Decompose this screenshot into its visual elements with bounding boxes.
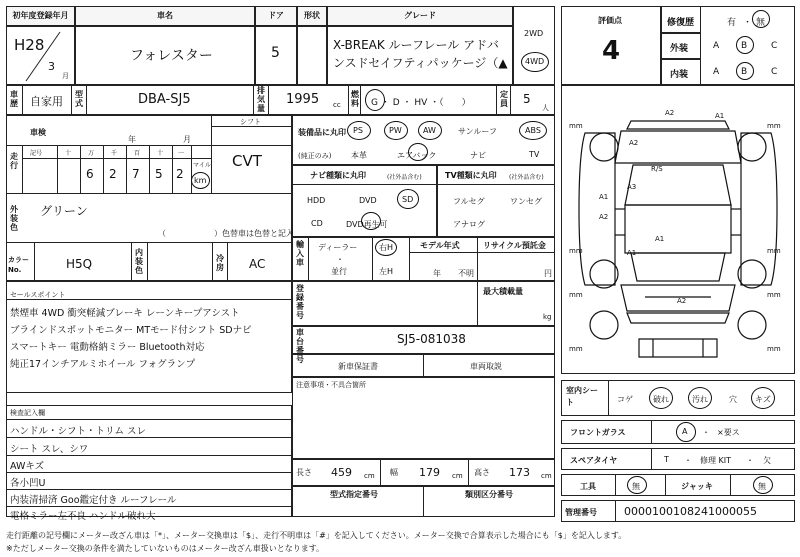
sheet-label: 室内シート: [566, 386, 598, 407]
shaken-year-unit: 年: [128, 135, 136, 144]
mileage-digit-3: 7: [132, 167, 140, 181]
disp-label: 排気量: [257, 86, 265, 113]
diagram-unit: mm: [569, 291, 583, 299]
displacement: 1995: [286, 92, 320, 107]
usage-label: 車歴: [10, 90, 18, 108]
drive-4wd: 4WD: [525, 57, 545, 66]
glass-exchange: ×要ス: [717, 428, 740, 437]
tools-value: 無: [632, 482, 640, 491]
diagram-unit: mm: [569, 345, 583, 353]
color-no-label: カラーNo.: [8, 256, 29, 274]
nav-dvd: DVD: [359, 196, 377, 205]
diagram-mark: A3: [627, 183, 637, 191]
mileage-place-10: 十: [157, 150, 164, 157]
car-body-diagram: [561, 85, 795, 374]
door-count: 5: [271, 45, 280, 61]
interior-a: A: [713, 67, 720, 77]
repair-yes: 有: [727, 18, 737, 28]
exterior-a: A: [713, 41, 720, 51]
drive-cell: [513, 6, 555, 85]
nav-header: ナビ種類に丸印: [310, 171, 366, 180]
usage: 自家用: [30, 95, 63, 108]
tools-label: 工具: [580, 482, 596, 491]
diagram-unit: mm: [767, 247, 781, 255]
mileage-unit-km: km: [194, 176, 207, 185]
height-value: 173: [509, 466, 530, 479]
mileage-digit-1: 6: [86, 167, 94, 181]
width-label: 幅: [390, 468, 398, 477]
car-name-header: 車名: [75, 6, 255, 26]
shaken-label: 車検: [30, 128, 46, 137]
ac-label: 冷房: [216, 254, 224, 272]
diagram-center-mark: R/S: [651, 165, 663, 173]
model-year-unit: 年: [433, 269, 441, 278]
equip-tv: TV: [529, 150, 540, 159]
model: DBA-SJ5: [138, 92, 191, 107]
diagram-mark: A2: [599, 213, 609, 221]
mgmt-label: 管理番号: [565, 508, 597, 517]
diagram-mark: A1: [715, 112, 725, 120]
sheet-burn: コゲ: [617, 395, 633, 404]
mileage-digit-4: 5: [155, 167, 163, 181]
length-label: 長さ: [296, 468, 312, 477]
reg-month-unit: 月: [62, 72, 69, 80]
jack-value: 無: [758, 482, 766, 491]
registration-label: 登録番号: [296, 284, 304, 320]
shift-label: シフト: [240, 118, 261, 126]
spare-missing: 欠: [763, 456, 771, 465]
diagram-mark: A2: [677, 297, 687, 305]
sales-line-4: 純正17インチアルミホイール フォグランプ: [10, 359, 196, 370]
inspector-line-6: 電格ミラー左不良 ハンドル破れ大: [10, 511, 156, 522]
spec-row: [6, 85, 555, 115]
warranty-label: 新車保証書: [338, 362, 378, 371]
shape-header: 形状: [297, 6, 327, 26]
reg-month: 3: [48, 60, 55, 73]
length-unit: cm: [364, 472, 375, 480]
mileage-place-100: 百: [134, 150, 141, 157]
chassis-label: 車台番号: [296, 328, 304, 364]
inspector-label: 検査記入欄: [10, 409, 45, 417]
nav-cd: CD: [311, 219, 323, 228]
rating-score: 4: [602, 36, 621, 66]
mileage-unit-mile: マイル: [193, 162, 211, 169]
width-value: 179: [419, 466, 440, 479]
tv-sub: (社外品含む): [509, 174, 544, 181]
tv-oneseg: ワンセグ: [510, 197, 542, 206]
shape-cell: [297, 26, 327, 85]
glass-dot: ・: [702, 428, 710, 437]
diagram-mark: A1: [627, 249, 637, 257]
sales-line-2: ブラインドスポットモニター MTモード付シフト SDナビ: [10, 325, 252, 336]
equip-leather: 本革: [351, 151, 367, 160]
repair-none: 無: [756, 18, 766, 28]
diagram-mark: A2: [665, 109, 675, 117]
diagram-unit: mm: [767, 291, 781, 299]
sales-line-1: 禁煙車 4WD 衝突軽減ブレーキ レーンキープアシスト: [10, 308, 240, 319]
nav-hdd: HDD: [307, 196, 326, 205]
sheet-tear: 破れ: [653, 395, 669, 404]
tv-analog: アナログ: [453, 220, 485, 229]
equip-airbag: エアバック: [397, 151, 437, 160]
sheet-stain: 汚れ: [692, 395, 708, 404]
shaken-month-unit: 月: [183, 135, 191, 144]
capacity-label: 定員: [500, 90, 508, 108]
color-no: H5Q: [66, 257, 93, 271]
mileage-place-100k: 十: [65, 150, 72, 157]
glass-label: フロントガラス: [570, 428, 626, 437]
import-dot: ・: [336, 255, 344, 264]
height-unit: cm: [541, 472, 552, 480]
repair-dot: ・: [743, 18, 753, 28]
tv-fullseg: フルセグ: [453, 197, 485, 206]
color: グリーン: [40, 204, 88, 218]
equip-abs: ABS: [525, 126, 541, 135]
door-header: ドア: [255, 6, 297, 26]
height-label: 高さ: [474, 468, 490, 477]
disp-unit: cc: [333, 101, 341, 109]
exterior-c: C: [771, 41, 778, 51]
car-name: フォレスター: [130, 48, 213, 64]
exterior-b: B: [741, 41, 748, 51]
chassis-number: SJ5-081038: [397, 332, 466, 346]
diagram-mark: A1: [655, 235, 665, 243]
sales-line-3: スマートキー 電動格納ミラー Bluetooth対応: [10, 342, 205, 353]
interior-c: C: [771, 67, 778, 77]
exterior-label: 外装: [670, 44, 689, 54]
sales-label: セールスポイント: [10, 291, 66, 299]
equip-aw: AW: [423, 126, 436, 135]
width-unit: cm: [452, 472, 463, 480]
int-color-label: 内装色: [135, 248, 143, 275]
class-no-label: 類別区分番号: [465, 490, 513, 499]
color-label: 外装色: [10, 205, 18, 232]
mileage-place-code: 記号: [30, 150, 43, 157]
mileage-digit-5: 2: [176, 167, 184, 181]
inspector-line-4: 各小凹U: [10, 478, 46, 489]
model-label: 型式: [75, 90, 83, 108]
color-note: （ ）色替車は色替と記入: [158, 229, 294, 238]
capacity: 5: [523, 92, 531, 106]
mileage-place-1: 一: [178, 150, 185, 157]
shift-value: CVT: [232, 152, 262, 170]
spare-label: スペアタイヤ: [570, 456, 618, 465]
model-year-label: モデル年式: [420, 241, 460, 250]
import-parallel: 並行: [331, 267, 347, 276]
mileage-place-1k: 千: [111, 150, 118, 157]
recycle-yen: 円: [544, 269, 552, 278]
diagram-mark: A1: [599, 193, 609, 201]
era-year: H28: [14, 36, 45, 54]
nav-sub: (社外品含む): [387, 174, 422, 181]
grade-line1: X-BREAK ルーフレール アドバ: [333, 38, 499, 52]
recycle-label: リサイクル預託金: [483, 241, 546, 250]
inspector-line-5: 内装清掃済 Goo鑑定付き ルーフレール: [10, 495, 177, 506]
length-value: 459: [331, 466, 352, 479]
mileage-place-10k: 万: [88, 150, 95, 157]
max-load-label: 最大積載量: [483, 287, 523, 296]
equip-pw: PW: [389, 126, 402, 135]
inspector-line-2: シート スレ、シワ: [10, 444, 89, 455]
footer-line-2: ※ただしメーター交換の条件を満たしていないものはメーター改ざん車扱いとなります。: [6, 544, 325, 553]
jack-label: ジャッキ: [681, 482, 713, 491]
mileage-label: 走行: [10, 152, 18, 170]
manual-label: 車両取説: [470, 362, 502, 371]
interior-label: 内装: [670, 70, 689, 80]
diagram-unit: mm: [569, 122, 583, 130]
equip-ps: PS: [353, 126, 363, 135]
equip-navi: ナビ: [470, 151, 486, 160]
sheet-hole: 穴: [729, 395, 737, 404]
import-right-h: 右H: [379, 243, 394, 252]
spare-kit: 修理 KIT: [700, 456, 732, 465]
rating-label: 評価点: [598, 16, 622, 25]
import-dealer: ディーラー: [318, 243, 358, 252]
nav-dvd-play: DVD再生可: [346, 220, 388, 229]
sheet-scratch: キズ: [755, 395, 771, 404]
max-load-unit: kg: [543, 313, 552, 321]
equipment-sub: (純正のみ): [298, 152, 332, 160]
diagram-unit: mm: [767, 345, 781, 353]
repair-label: 修復歴: [667, 18, 695, 28]
tv-header: TV種類に丸印: [445, 171, 497, 180]
mgmt-number: 0000100108241000055: [624, 505, 757, 518]
capacity-unit: 人: [542, 104, 549, 112]
drive-2wd: 2WD: [524, 29, 544, 38]
equipment-label: 装備品に丸印: [298, 128, 346, 137]
import-left-h: 左H: [379, 267, 394, 276]
inspector-line-1: ハンドル・シフト・トリム スレ: [10, 426, 147, 437]
ac-value: AC: [249, 257, 266, 271]
model-year-unknown: 不明: [458, 269, 474, 278]
mileage-digit-2: 2: [109, 167, 117, 181]
spare-dot-1: ・: [684, 456, 692, 465]
footer-line-1: 走行距離の記号欄にメーター改ざん車は「*」、メーター交換車は「$」、走行不明車は「#」を記入してください。メーター交換で合算表示した場合にも「$」を記入します。: [6, 531, 627, 540]
fuel-options: G ・ D ・ HV ・（ ）: [371, 98, 471, 108]
grade-line2: ンスドセイフティパッケージ（▲: [333, 56, 508, 70]
diagram-unit: mm: [767, 122, 781, 130]
spare-t: T: [664, 455, 669, 464]
notes-label: 注意事項・不具合箇所: [296, 381, 366, 389]
nav-sd: SD: [402, 195, 414, 204]
spare-dot-2: ・: [746, 456, 754, 465]
diagram-mark: A2: [629, 139, 639, 147]
interior-b: B: [741, 67, 748, 77]
equip-sunroof: サンルーフ: [458, 127, 497, 136]
grade-header: グレード: [327, 6, 513, 26]
type-no-label: 型式指定番号: [330, 490, 378, 499]
glass-a: A: [682, 427, 688, 436]
import-label: 輸入車: [296, 240, 304, 267]
first-reg-header: 初年度登録年月: [6, 6, 75, 26]
diagram-unit: mm: [569, 247, 583, 255]
inspector-line-3: AWキズ: [10, 461, 45, 472]
fuel-label: 燃料: [351, 90, 359, 108]
